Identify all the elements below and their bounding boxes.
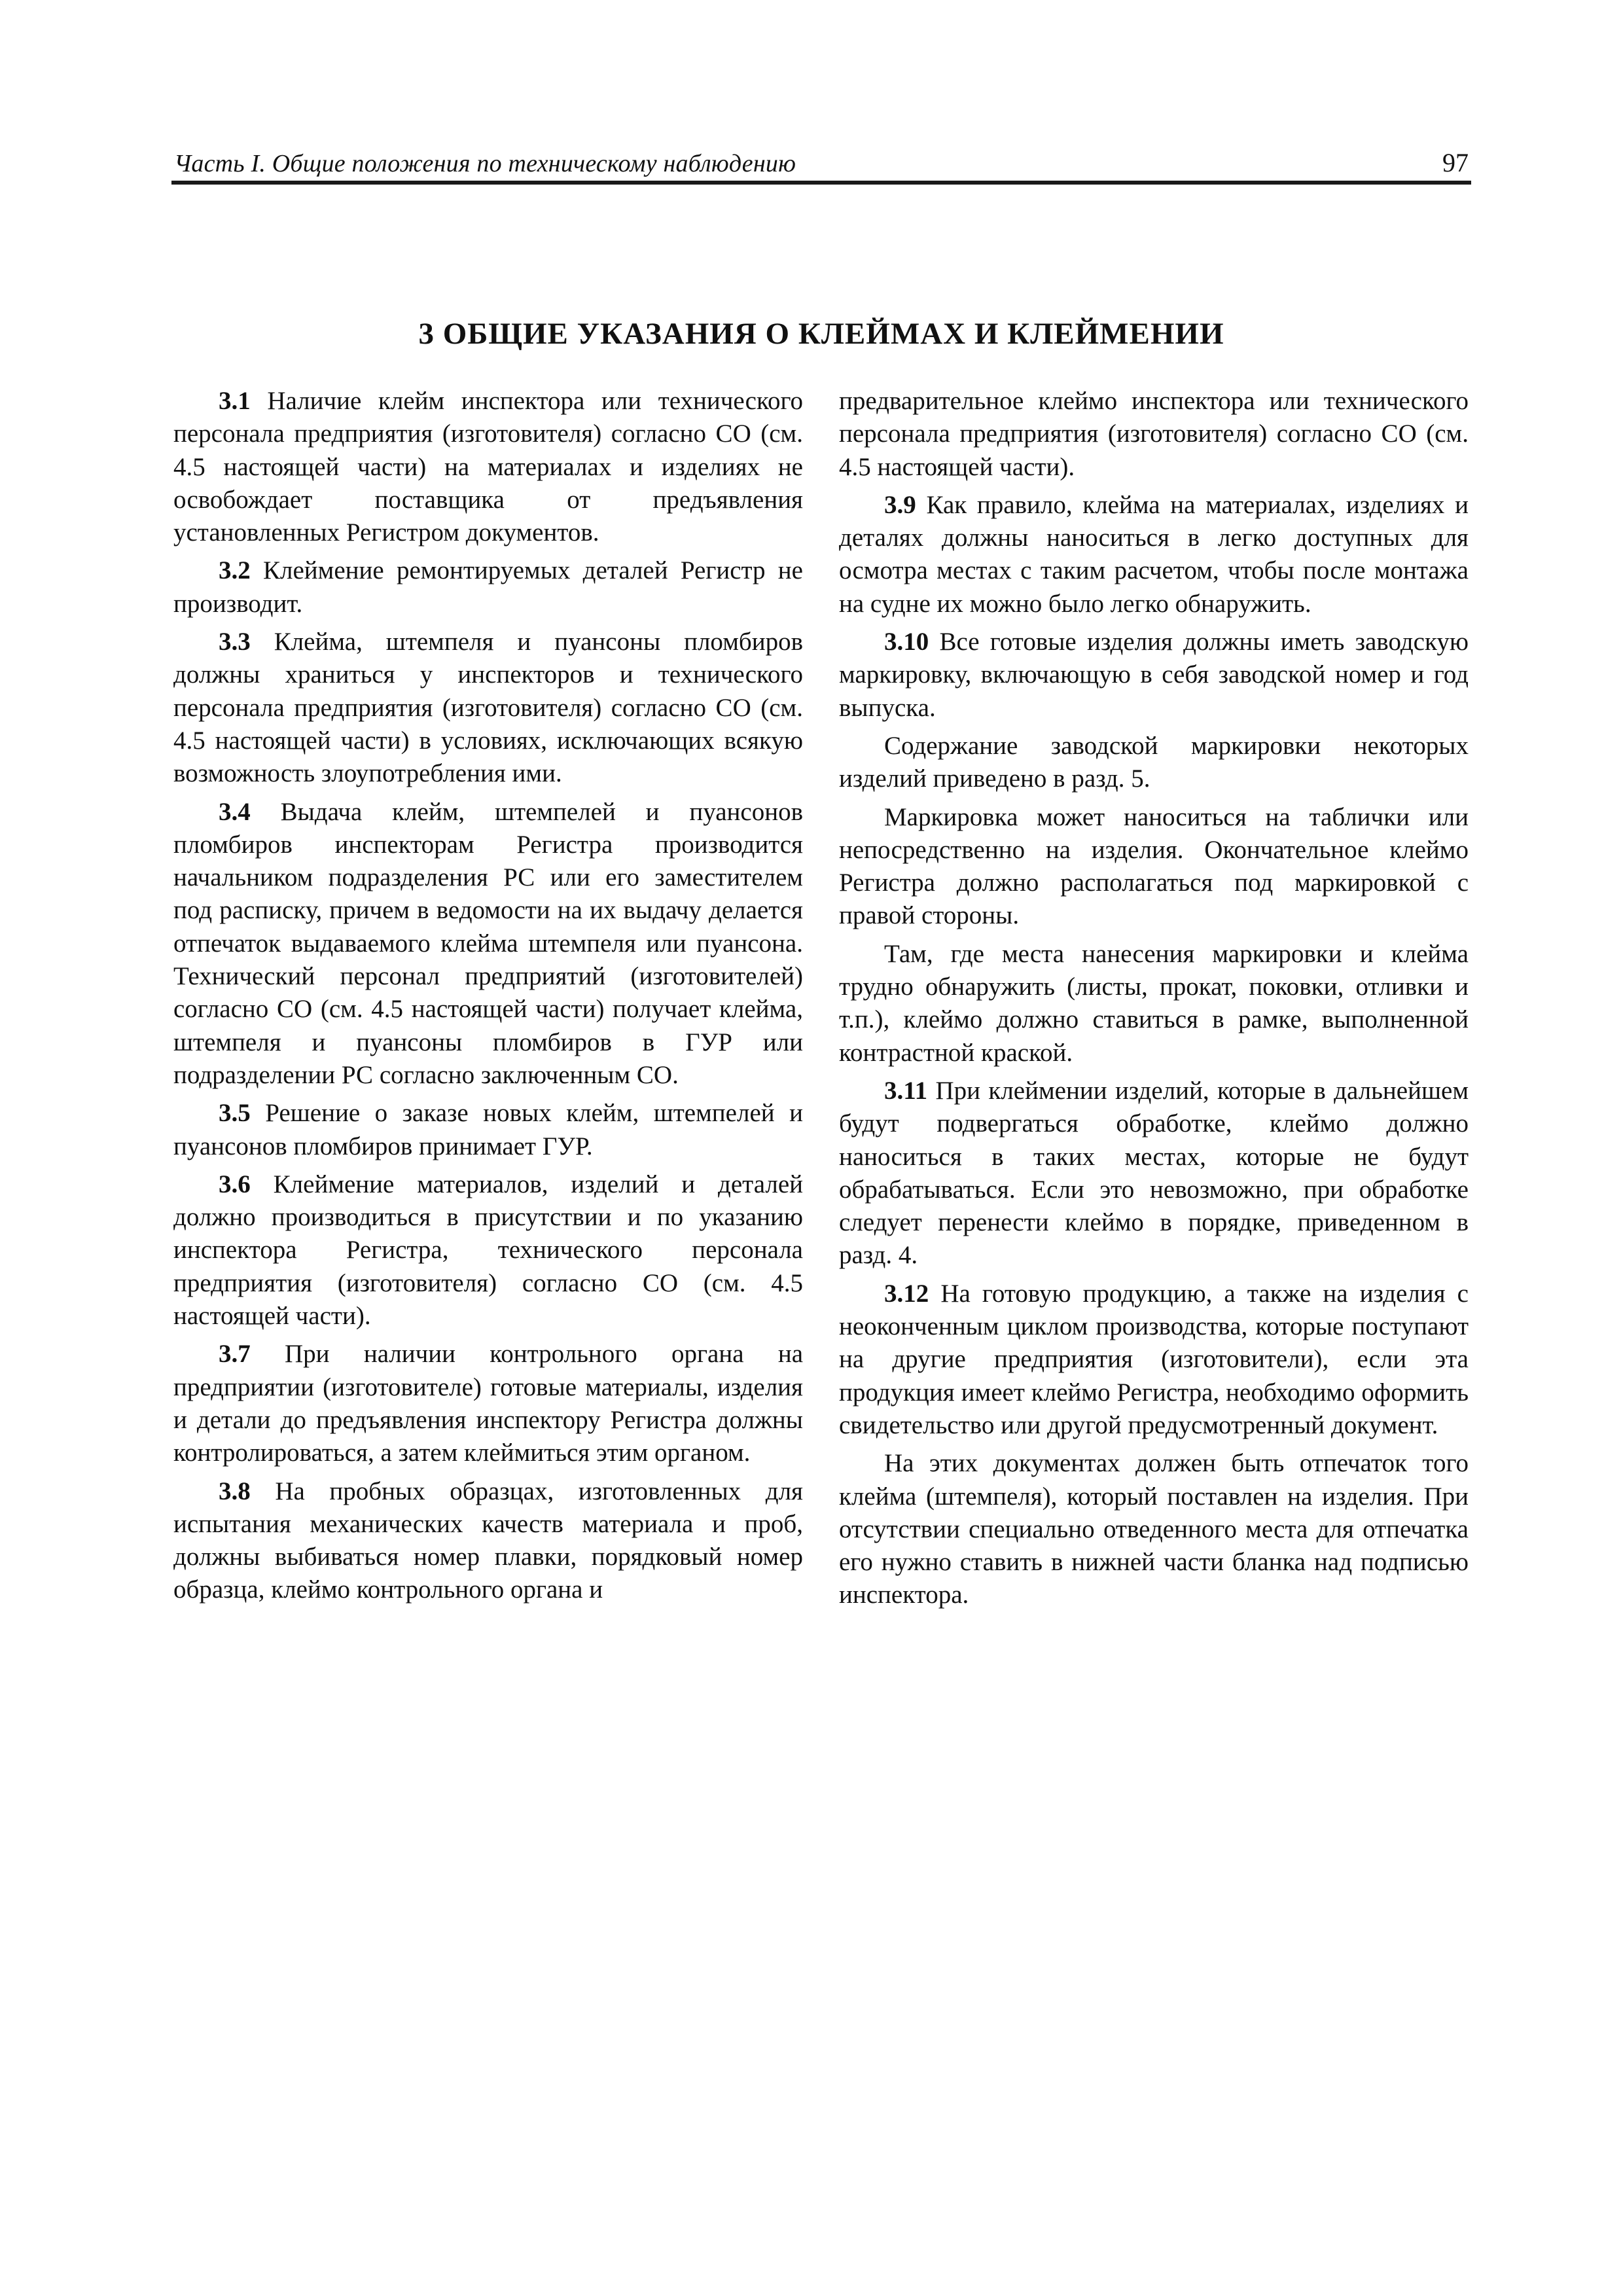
paragraph-marking-placement xyxy=(839,801,1469,933)
right-column xyxy=(839,385,1469,1617)
clause-number: 3.9 xyxy=(884,490,916,519)
clause-text: При клеймении изделий, которые в дальнейшем будут подвергаться обработке, клеймо должно наноситься в таких местах, которые не будут обрабатываться. Если это невозможно, при обработке следует перенести клеймо в порядке, приведенном в разд. 4. xyxy=(839,1076,1469,1270)
clause-3-8-continuation: предварительное клеймо инспектора или технического персонала предприятия (изготовителя) согласно СО (см. 4.5 настоящей части). xyxy=(839,387,1469,481)
clause-text: Клеймение ремонтируемых деталей Регистр не производит. xyxy=(173,556,803,618)
clause-text: Клейма, штемпеля и пуансоны пломбиров должны храниться у инспекторов и технического персонала предприятия (изготовителя) согласно СО (см. 4.5 настоящей части) в условиях, исключающих всякую возможность злоупотребления ими. xyxy=(173,628,803,788)
clause-3-11 xyxy=(839,1075,1469,1272)
clause-3-5 xyxy=(173,1097,803,1163)
clause-number: 3.3 xyxy=(219,628,251,656)
clause-number: 3.2 xyxy=(219,556,251,585)
clause-3-6 xyxy=(173,1168,803,1333)
clause-3-4 xyxy=(173,796,803,1092)
clause-number: 3.1 xyxy=(219,387,251,415)
clause-number: 3.10 xyxy=(884,628,929,656)
clause-number: 3.7 xyxy=(219,1340,251,1369)
paragraph-document-stamp xyxy=(839,1447,1469,1611)
clause-3-8 xyxy=(173,1475,803,1607)
running-header-title: Часть I. Общие положения по техническому наблюдению xyxy=(174,150,796,177)
clause-number: 3.8 xyxy=(219,1477,251,1505)
clause-number: 3.4 xyxy=(219,797,251,826)
clause-3-7 xyxy=(173,1338,803,1469)
clause-number: 3.5 xyxy=(219,1099,251,1128)
paragraph-marking-content xyxy=(839,730,1469,796)
clause-3-1 xyxy=(173,385,803,549)
paragraph-text: На этих документах должен быть отпечаток того клейма (штемпеля), который поставлен на изделия. При отсутствии специально отведенного места для отпечатка его нужно ставить в нижней части бланка над подписью инспектора. xyxy=(839,1449,1469,1609)
clause-3-9 xyxy=(839,489,1469,620)
clause-3-10 xyxy=(839,626,1469,725)
clause-text: Клеймение материалов, изделий и деталей должно производиться в присутствии и по указанию инспектора Регистра, технического персонала предприятия (изготовителя) согласно СО (см. 4.5 настоящей части). xyxy=(173,1170,803,1331)
page-number: 97 xyxy=(1442,148,1469,177)
paragraph-marking-frame xyxy=(839,938,1469,1069)
running-header xyxy=(171,141,1471,185)
clause-3-3 xyxy=(173,626,803,790)
clause-number: 3.11 xyxy=(884,1076,928,1105)
clause-text: На пробных образцах, изготовленных для испытания механических качеств материала и проб, должны выбиваться номер плавки, порядковый номер образца, клеймо контрольного органа и xyxy=(173,1477,803,1604)
clause-text: При наличии контрольного органа на предприятии (изготовителе) готовые материалы, изделия и детали до предъявления инспектору Регистра должны контролироваться, а затем клеймиться этим органом. xyxy=(173,1340,803,1467)
clause-3-12 xyxy=(839,1278,1469,1442)
clause-text: Наличие клейм инспектора или технического персонала предприятия (изготовителя) согласно СО (см. 4.5 настоящей части) на материалах и изделиях не освобождает поставщика от предъявления установленных Регистром документов. xyxy=(173,387,803,547)
clause-text: Как правило, клейма на материалах, изделиях и деталях должны наноситься в легко доступных для осмотра местах с таким расчетом, чтобы после монтажа на судне их можно было легко обнаружить. xyxy=(839,490,1469,618)
clause-3-2 xyxy=(173,554,803,620)
clause-text: Выдача клейм, штемпелей и пуансонов пломбиров инспекторам Регистра производится начальником подразделения РС или его заместителем под расписку, причем в ведомости на их выдачу делается отпечаток выдаваемого клейма штемпеля или пуансона. Технический персонал предприятий (изготовителей) согласно СО (см. 4.5 настоящей части) получает клейма, штемпеля и пуансоны пломбиров в ГУР или подразделении РС согласно заключенным СО. xyxy=(173,797,803,1089)
paragraph-text: Маркировка может наноситься на таблички или непосредственно на изделия. Окончательное клеймо Регистра должно располагаться под маркировкой с правой стороны. xyxy=(839,802,1469,930)
section-title: 3 ОБЩИЕ УКАЗАНИЯ О КЛЕЙМАХ И КЛЕЙМЕНИИ xyxy=(418,317,1224,351)
clause-text: На готовую продукцию, а также на изделия с неоконченным циклом производства, которые поступают на другие предприятия (изготовители), если эта продукция имеет клеймо Регистра, необходимо оформить свидетельство или другой предусмотренный документ. xyxy=(839,1279,1469,1439)
clause-number: 3.6 xyxy=(219,1170,251,1198)
paragraph-text: Там, где места нанесения маркировки и клейма трудно обнаружить (листы, прокат, поковки, отливки и т.п.), клеймо должно ставиться в рамке, выполненной контрастной краской. xyxy=(839,939,1469,1067)
clause-text: Решение о заказе новых клейм, штемпелей и пуансонов пломбиров принимает ГУР. xyxy=(173,1099,803,1160)
clause-text: Все готовые изделия должны иметь заводскую маркировку, включающую в себя заводской номер и год выпуска. xyxy=(839,628,1469,722)
clause-number: 3.12 xyxy=(884,1279,929,1308)
left-column xyxy=(173,385,803,1612)
paragraph-text: Содержание заводской маркировки некоторых изделий приведено в разд. 5. xyxy=(839,731,1469,793)
